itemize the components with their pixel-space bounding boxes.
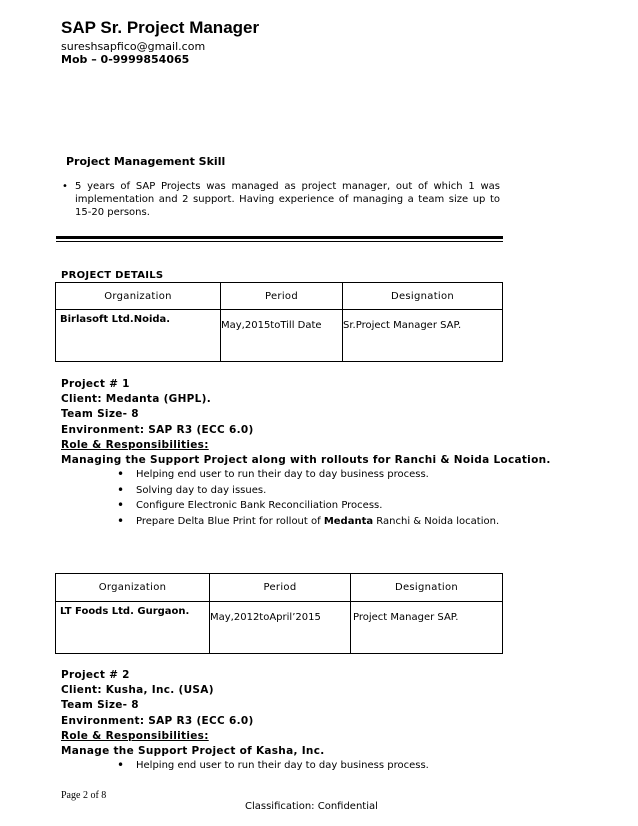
page-number: Page 2 of 8 xyxy=(61,790,107,801)
employment-table-1 xyxy=(55,282,503,362)
designation-cell: Sr.Project Manager SAP. xyxy=(343,310,503,362)
period-cell: May,2015toTill Date xyxy=(221,310,343,362)
project-environment: Environment: SAP R3 (ECC 6.0) xyxy=(61,714,254,727)
project-number: Project # 2 xyxy=(61,669,130,681)
list-item xyxy=(117,514,499,530)
classification-label: Classification: Confidential xyxy=(245,801,378,812)
project-client: Client: Kusha, Inc. (USA) xyxy=(61,684,214,697)
project-1-block xyxy=(61,377,551,468)
list-item: • Configure Electronic Bank Reconciliation Process. xyxy=(117,498,499,514)
project-number: Project # 1 xyxy=(61,378,130,390)
duties-list-2 xyxy=(117,758,429,774)
column-header-organization: Organization xyxy=(56,283,221,310)
organization-cell: LT Foods Ltd. Gurgaon. xyxy=(56,602,210,654)
list-item: • Helping end user to run their day to day business process. xyxy=(117,467,499,483)
project-details-heading: PROJECT DETAILS xyxy=(61,270,164,281)
roles-heading: Role & Responsibilities: xyxy=(61,438,209,451)
column-header-period: Period xyxy=(221,283,343,310)
column-header-designation: Designation xyxy=(351,574,503,602)
list-item: • Solving day to day issues. xyxy=(117,483,499,499)
page-title: SAP Sr. Project Manager xyxy=(61,18,260,37)
project-summary: Manage the Support Project of Kasha, Inc. xyxy=(61,745,325,758)
contact-email: sureshsapfico@gmail.com xyxy=(61,40,206,53)
skills-heading: Project Management Skill xyxy=(66,155,226,168)
skills-bullet-text: 5 years of SAP Projects was managed as project manager, out of which 1 was implementation and 2 support. Having experience of managing a team size up to 15-20 persons. xyxy=(75,181,500,218)
period-cell: May,2012toApril’2015 xyxy=(210,602,351,654)
organization-cell: Birlasoft Ltd.Noida. xyxy=(56,310,221,362)
divider-thick xyxy=(56,236,503,239)
project-2-block xyxy=(61,668,325,759)
bullet-icon: • xyxy=(62,181,68,192)
duty-text: Ranchi & Noida location. xyxy=(373,515,500,527)
contact-mobile: Mob – 0-9999854065 xyxy=(61,53,190,66)
list-item: • Helping end user to run their day to day business process. xyxy=(117,758,429,774)
duty-text: Prepare Delta Blue Print for rollout of xyxy=(136,515,324,527)
project-team-size: Team Size- 8 xyxy=(61,699,139,712)
project-team-size: Team Size- 8 xyxy=(61,408,139,421)
column-header-organization: Organization xyxy=(56,574,210,602)
duty-client-name: Medanta xyxy=(323,515,374,527)
project-environment: Environment: SAP R3 (ECC 6.0) xyxy=(61,423,254,436)
column-header-designation: Designation xyxy=(343,283,503,310)
project-client: Client: Medanta (GHPL). xyxy=(61,393,212,406)
project-summary: Managing the Support Project along with rollouts for Ranchi & Noida Location. xyxy=(61,454,551,467)
roles-heading: Role & Responsibilities: xyxy=(61,729,209,742)
duties-list-1 xyxy=(117,467,499,529)
column-header-period: Period xyxy=(210,574,351,602)
employment-table-2 xyxy=(55,573,503,654)
divider-thin xyxy=(56,241,503,242)
designation-cell: Project Manager SAP. xyxy=(351,602,503,654)
